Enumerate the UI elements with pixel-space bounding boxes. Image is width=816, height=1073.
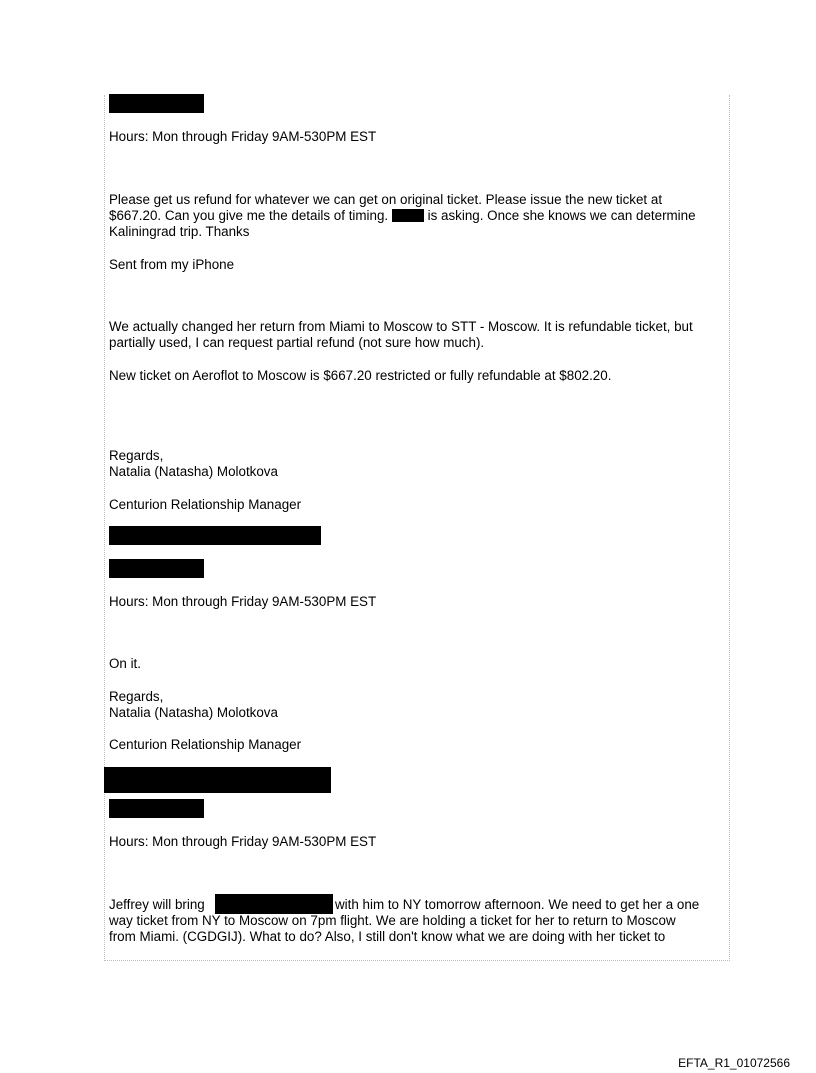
document-id: EFTA_R1_01072566 xyxy=(678,1056,790,1070)
signature-regards: Regards, xyxy=(109,448,164,463)
redaction-block xyxy=(104,767,331,793)
message-line: On it. xyxy=(109,656,141,671)
message-line: Kaliningrad trip. Thanks xyxy=(109,224,250,239)
redaction-block xyxy=(215,894,333,914)
message-line: New ticket on Aeroflot to Moscow is $667.20 restricted or fully refundable at $802.20. xyxy=(109,368,612,383)
redaction-block xyxy=(109,799,204,818)
signature-title: Centurion Relationship Manager xyxy=(109,737,302,752)
message-line xyxy=(109,208,696,224)
message-text: with him to NY tomorrow afternoon. We need to get her a one xyxy=(335,897,700,912)
hours-line: Hours: Mon through Friday 9AM-530PM EST xyxy=(109,129,377,144)
redaction-block xyxy=(109,526,321,545)
signature-name: Natalia (Natasha) Molotkova xyxy=(109,705,278,720)
redaction-block xyxy=(109,94,204,113)
message-line: partially used, I can request partial refund (not sure how much). xyxy=(109,335,485,350)
hours-line: Hours: Mon through Friday 9AM-530PM EST xyxy=(109,834,377,849)
redaction-block xyxy=(392,209,424,222)
message-text: is asking. Once she knows we can determine xyxy=(427,208,696,223)
message-line: Please get us refund for whatever we can get on original ticket. Please issue the new ticket at xyxy=(109,192,663,207)
sent-from-line: Sent from my iPhone xyxy=(109,257,235,272)
message-line: way ticket from NY to Moscow on 7pm flight. We are holding a ticket for her to return to Moscow xyxy=(109,913,676,928)
message-text: $667.20. Can you give me the details of timing. xyxy=(109,208,389,223)
message-line: We actually changed her return from Miami to Moscow to STT - Moscow. It is refundable ticket, but xyxy=(109,319,693,334)
signature-name: Natalia (Natasha) Molotkova xyxy=(109,464,278,479)
signature-regards: Regards, xyxy=(109,689,164,704)
signature-title: Centurion Relationship Manager xyxy=(109,497,302,512)
hours-line: Hours: Mon through Friday 9AM-530PM EST xyxy=(109,594,377,609)
message-line: from Miami. (CGDGIJ). What to do? Also, I still don't know what we are doing with her ticket to xyxy=(109,929,666,944)
redaction-block xyxy=(109,559,204,578)
message-text: Jeffrey will bring xyxy=(109,897,205,912)
